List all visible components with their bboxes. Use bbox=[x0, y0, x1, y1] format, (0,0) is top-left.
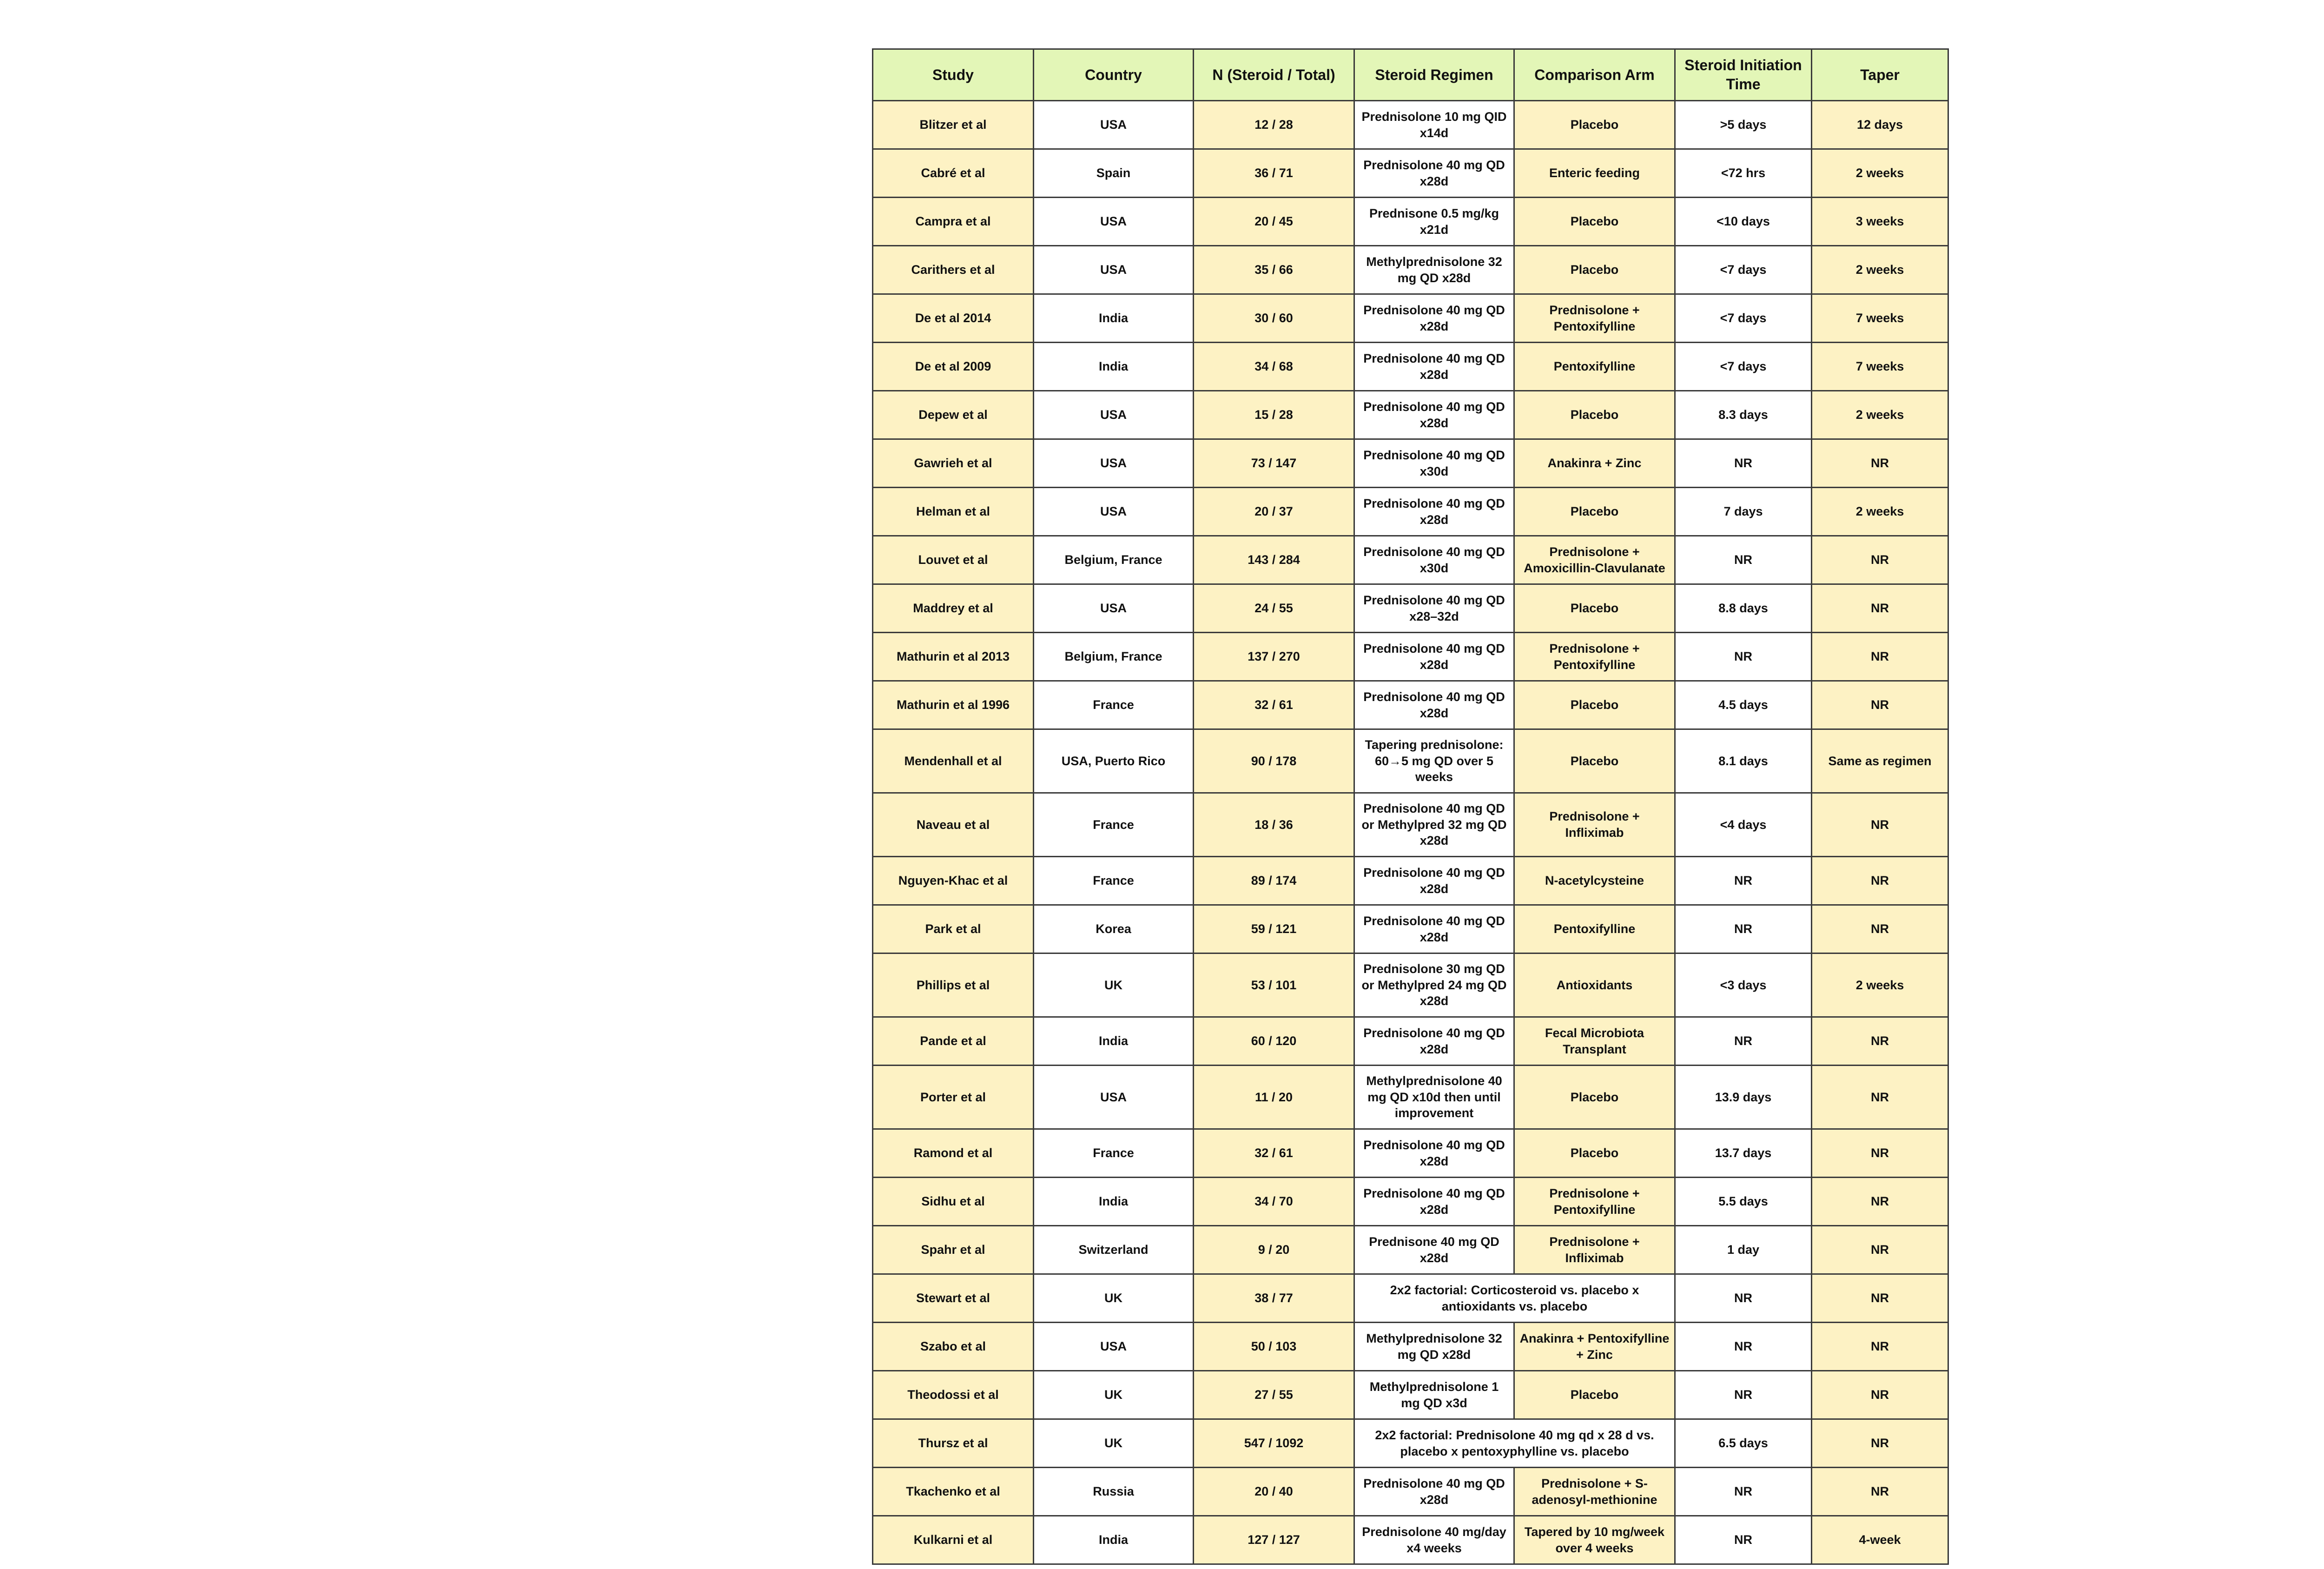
cell-country: UK bbox=[1034, 953, 1194, 1017]
cell-comparison: Placebo bbox=[1514, 1066, 1675, 1129]
cell-country: Korea bbox=[1034, 905, 1194, 953]
cell-comparison: Prednisolone + Infliximab bbox=[1514, 1226, 1675, 1274]
cell-comparison: Placebo bbox=[1514, 101, 1675, 149]
cell-taper: 7 weeks bbox=[1812, 294, 1948, 343]
cell-regimen: Prednisolone 40 mg QD x28–32d bbox=[1354, 584, 1514, 633]
cell-initiation: <7 days bbox=[1675, 343, 1812, 391]
cell-study: Park et al bbox=[873, 905, 1034, 953]
cell-regimen: Methylprednisolone 32 mg QD x28d bbox=[1354, 246, 1514, 294]
cell-n: 32 / 61 bbox=[1194, 681, 1354, 729]
header-initiation: Steroid Initiation Time bbox=[1675, 49, 1812, 101]
cell-initiation: 13.9 days bbox=[1675, 1066, 1812, 1129]
cell-initiation: <4 days bbox=[1675, 793, 1812, 857]
cell-taper: NR bbox=[1812, 681, 1948, 729]
cell-initiation: 4.5 days bbox=[1675, 681, 1812, 729]
cell-study: Phillips et al bbox=[873, 953, 1034, 1017]
cell-comparison: Prednisolone + Pentoxifylline bbox=[1514, 633, 1675, 681]
cell-n: 15 / 28 bbox=[1194, 391, 1354, 439]
cell-country: USA, Puerto Rico bbox=[1034, 729, 1194, 793]
cell-study: Carithers et al bbox=[873, 246, 1034, 294]
cell-comparison: Placebo bbox=[1514, 1129, 1675, 1178]
table-row bbox=[873, 1323, 1948, 1371]
cell-study: Mendenhall et al bbox=[873, 729, 1034, 793]
cell-comparison: Placebo bbox=[1514, 246, 1675, 294]
cell-study: Maddrey et al bbox=[873, 584, 1034, 633]
cell-regimen: Prednisolone 40 mg QD x28d bbox=[1354, 681, 1514, 729]
table-row bbox=[873, 343, 1948, 391]
table-row bbox=[873, 1419, 1948, 1468]
cell-taper: NR bbox=[1812, 1323, 1948, 1371]
cell-regimen: Prednisolone 40 mg QD x28d bbox=[1354, 343, 1514, 391]
cell-initiation: 6.5 days bbox=[1675, 1419, 1812, 1468]
cell-country: USA bbox=[1034, 1323, 1194, 1371]
cell-initiation: NR bbox=[1675, 857, 1812, 905]
cell-taper: NR bbox=[1812, 1017, 1948, 1066]
table-row bbox=[873, 1468, 1948, 1516]
cell-study: Kulkarni et al bbox=[873, 1516, 1034, 1564]
cell-regimen: Prednisolone 40 mg QD x28d bbox=[1354, 633, 1514, 681]
table-row bbox=[873, 793, 1948, 857]
cell-regimen: Prednisolone 40 mg QD x28d bbox=[1354, 488, 1514, 536]
cell-comparison: Prednisolone + Infliximab bbox=[1514, 793, 1675, 857]
cell-initiation: NR bbox=[1675, 1468, 1812, 1516]
cell-comparison: Placebo bbox=[1514, 681, 1675, 729]
cell-regimen: Methylprednisolone 1 mg QD x3d bbox=[1354, 1371, 1514, 1419]
cell-country: Belgium, France bbox=[1034, 536, 1194, 584]
cell-country: India bbox=[1034, 1178, 1194, 1226]
cell-n: 50 / 103 bbox=[1194, 1323, 1354, 1371]
cell-regimen: Prednisolone 40 mg QD x28d bbox=[1354, 1017, 1514, 1066]
cell-regimen: Prednisone 0.5 mg/kg x21d bbox=[1354, 198, 1514, 246]
cell-country: USA bbox=[1034, 1066, 1194, 1129]
cell-initiation: NR bbox=[1675, 905, 1812, 953]
cell-study: Porter et al bbox=[873, 1066, 1034, 1129]
cell-n: 12 / 28 bbox=[1194, 101, 1354, 149]
cell-regimen: Methylprednisolone 32 mg QD x28d bbox=[1354, 1323, 1514, 1371]
cell-study: Blitzer et al bbox=[873, 101, 1034, 149]
cell-country: Switzerland bbox=[1034, 1226, 1194, 1274]
table-row bbox=[873, 1017, 1948, 1066]
cell-country: USA bbox=[1034, 101, 1194, 149]
cell-n: 32 / 61 bbox=[1194, 1129, 1354, 1178]
cell-study: Mathurin et al 2013 bbox=[873, 633, 1034, 681]
cell-taper: NR bbox=[1812, 1129, 1948, 1178]
cell-country: France bbox=[1034, 857, 1194, 905]
cell-initiation: <7 days bbox=[1675, 294, 1812, 343]
cell-initiation: 5.5 days bbox=[1675, 1178, 1812, 1226]
cell-study: Mathurin et al 1996 bbox=[873, 681, 1034, 729]
cell-country: Spain bbox=[1034, 149, 1194, 198]
cell-country: USA bbox=[1034, 439, 1194, 488]
cell-study: Thursz et al bbox=[873, 1419, 1034, 1468]
cell-n: 127 / 127 bbox=[1194, 1516, 1354, 1564]
cell-country: USA bbox=[1034, 488, 1194, 536]
cell-study: Ramond et al bbox=[873, 1129, 1034, 1178]
cell-regimen: Prednisolone 40 mg/day x4 weeks bbox=[1354, 1516, 1514, 1564]
cell-taper: 2 weeks bbox=[1812, 391, 1948, 439]
cell-n: 30 / 60 bbox=[1194, 294, 1354, 343]
cell-country: France bbox=[1034, 1129, 1194, 1178]
table-row bbox=[873, 439, 1948, 488]
cell-study: Cabré et al bbox=[873, 149, 1034, 198]
cell-study: Spahr et al bbox=[873, 1226, 1034, 1274]
cell-taper: 12 days bbox=[1812, 101, 1948, 149]
cell-country: USA bbox=[1034, 246, 1194, 294]
cell-comparison: Placebo bbox=[1514, 584, 1675, 633]
cell-study: Nguyen-Khac et al bbox=[873, 857, 1034, 905]
cell-regimen: Prednisolone 40 mg QD x28d bbox=[1354, 857, 1514, 905]
cell-taper: Same as regimen bbox=[1812, 729, 1948, 793]
cell-initiation: 8.3 days bbox=[1675, 391, 1812, 439]
cell-n: 59 / 121 bbox=[1194, 905, 1354, 953]
cell-taper: NR bbox=[1812, 584, 1948, 633]
cell-initiation: <3 days bbox=[1675, 953, 1812, 1017]
table-row bbox=[873, 681, 1948, 729]
cell-regimen: Prednisolone 40 mg QD x30d bbox=[1354, 439, 1514, 488]
header-comparison: Comparison Arm bbox=[1514, 49, 1675, 101]
cell-study: Szabo et al bbox=[873, 1323, 1034, 1371]
cell-regimen: Prednisolone 40 mg QD x28d bbox=[1354, 1129, 1514, 1178]
cell-taper: NR bbox=[1812, 1274, 1948, 1323]
cell-n: 9 / 20 bbox=[1194, 1226, 1354, 1274]
cell-taper: 2 weeks bbox=[1812, 246, 1948, 294]
cell-taper: NR bbox=[1812, 1066, 1948, 1129]
cell-regimen: 2x2 factorial: Prednisolone 40 mg qd x 28 d vs. placebo x pentoxyphylline vs. placebo bbox=[1354, 1419, 1675, 1468]
cell-comparison: Prednisolone + Pentoxifylline bbox=[1514, 1178, 1675, 1226]
cell-n: 18 / 36 bbox=[1194, 793, 1354, 857]
table-row bbox=[873, 1226, 1948, 1274]
cell-study: Gawrieh et al bbox=[873, 439, 1034, 488]
cell-comparison: Fecal Microbiota Transplant bbox=[1514, 1017, 1675, 1066]
cell-country: UK bbox=[1034, 1274, 1194, 1323]
table-row bbox=[873, 1516, 1948, 1564]
cell-country: France bbox=[1034, 681, 1194, 729]
cell-initiation: >5 days bbox=[1675, 101, 1812, 149]
cell-country: India bbox=[1034, 1516, 1194, 1564]
table-row bbox=[873, 488, 1948, 536]
cell-initiation: <10 days bbox=[1675, 198, 1812, 246]
cell-n: 137 / 270 bbox=[1194, 633, 1354, 681]
cell-comparison: N-acetylcysteine bbox=[1514, 857, 1675, 905]
cell-country: USA bbox=[1034, 198, 1194, 246]
cell-initiation: NR bbox=[1675, 1371, 1812, 1419]
cell-regimen: Prednisolone 10 mg QID x14d bbox=[1354, 101, 1514, 149]
cell-taper: 2 weeks bbox=[1812, 953, 1948, 1017]
table-row bbox=[873, 584, 1948, 633]
cell-study: De et al 2009 bbox=[873, 343, 1034, 391]
cell-study: Louvet et al bbox=[873, 536, 1034, 584]
cell-taper: NR bbox=[1812, 905, 1948, 953]
table-row bbox=[873, 633, 1948, 681]
cell-regimen: Methylprednisolone 40 mg QD x10d then until improvement bbox=[1354, 1066, 1514, 1129]
cell-comparison: Pentoxifylline bbox=[1514, 343, 1675, 391]
cell-n: 34 / 68 bbox=[1194, 343, 1354, 391]
cell-n: 34 / 70 bbox=[1194, 1178, 1354, 1226]
cell-n: 547 / 1092 bbox=[1194, 1419, 1354, 1468]
cell-n: 143 / 284 bbox=[1194, 536, 1354, 584]
table-row bbox=[873, 294, 1948, 343]
cell-initiation: 1 day bbox=[1675, 1226, 1812, 1274]
cell-comparison: Anakinra + Pentoxifylline + Zinc bbox=[1514, 1323, 1675, 1371]
table-row bbox=[873, 729, 1948, 793]
cell-taper: 7 weeks bbox=[1812, 343, 1948, 391]
cell-comparison: Antioxidants bbox=[1514, 953, 1675, 1017]
cell-regimen: Prednisolone 40 mg QD x28d bbox=[1354, 149, 1514, 198]
table-header bbox=[873, 49, 1948, 101]
header-regimen: Steroid Regimen bbox=[1354, 49, 1514, 101]
cell-country: Belgium, France bbox=[1034, 633, 1194, 681]
table-row bbox=[873, 1129, 1948, 1178]
cell-comparison: Placebo bbox=[1514, 198, 1675, 246]
cell-initiation: NR bbox=[1675, 1274, 1812, 1323]
cell-study: Depew et al bbox=[873, 391, 1034, 439]
header-row bbox=[873, 49, 1948, 101]
cell-study: Pande et al bbox=[873, 1017, 1034, 1066]
cell-initiation: 13.7 days bbox=[1675, 1129, 1812, 1178]
cell-taper: NR bbox=[1812, 793, 1948, 857]
cell-comparison: Tapered by 10 mg/week over 4 weeks bbox=[1514, 1516, 1675, 1564]
cell-comparison: Placebo bbox=[1514, 488, 1675, 536]
cell-n: 36 / 71 bbox=[1194, 149, 1354, 198]
table-row bbox=[873, 391, 1948, 439]
cell-initiation: 8.8 days bbox=[1675, 584, 1812, 633]
cell-study: Helman et al bbox=[873, 488, 1034, 536]
cell-comparison: Placebo bbox=[1514, 729, 1675, 793]
cell-n: 73 / 147 bbox=[1194, 439, 1354, 488]
cell-comparison: Enteric feeding bbox=[1514, 149, 1675, 198]
cell-initiation: NR bbox=[1675, 536, 1812, 584]
cell-country: India bbox=[1034, 294, 1194, 343]
cell-country: Russia bbox=[1034, 1468, 1194, 1516]
cell-n: 11 / 20 bbox=[1194, 1066, 1354, 1129]
cell-study: De et al 2014 bbox=[873, 294, 1034, 343]
studies-table bbox=[872, 48, 1949, 1565]
cell-country: UK bbox=[1034, 1419, 1194, 1468]
table-row bbox=[873, 101, 1948, 149]
cell-initiation: 8.1 days bbox=[1675, 729, 1812, 793]
cell-taper: NR bbox=[1812, 1468, 1948, 1516]
cell-taper: NR bbox=[1812, 1226, 1948, 1274]
cell-taper: NR bbox=[1812, 857, 1948, 905]
cell-study: Tkachenko et al bbox=[873, 1468, 1034, 1516]
table-row bbox=[873, 246, 1948, 294]
cell-regimen: Prednisolone 40 mg QD x28d bbox=[1354, 1468, 1514, 1516]
cell-initiation: NR bbox=[1675, 439, 1812, 488]
cell-n: 20 / 40 bbox=[1194, 1468, 1354, 1516]
cell-initiation: NR bbox=[1675, 1323, 1812, 1371]
cell-regimen: 2x2 factorial: Corticosteroid vs. placebo x antioxidants vs. placebo bbox=[1354, 1274, 1675, 1323]
cell-n: 24 / 55 bbox=[1194, 584, 1354, 633]
table-row bbox=[873, 1274, 1948, 1323]
studies-table-container bbox=[872, 48, 1948, 1565]
header-n: N (Steroid / Total) bbox=[1194, 49, 1354, 101]
cell-study: Sidhu et al bbox=[873, 1178, 1034, 1226]
cell-study: Campra et al bbox=[873, 198, 1034, 246]
table-row bbox=[873, 905, 1948, 953]
cell-comparison: Pentoxifylline bbox=[1514, 905, 1675, 953]
cell-initiation: NR bbox=[1675, 1017, 1812, 1066]
cell-taper: 2 weeks bbox=[1812, 149, 1948, 198]
cell-n: 20 / 37 bbox=[1194, 488, 1354, 536]
cell-country: USA bbox=[1034, 391, 1194, 439]
cell-comparison: Anakinra + Zinc bbox=[1514, 439, 1675, 488]
cell-taper: NR bbox=[1812, 439, 1948, 488]
cell-study: Naveau et al bbox=[873, 793, 1034, 857]
cell-taper: NR bbox=[1812, 1371, 1948, 1419]
cell-taper: NR bbox=[1812, 1178, 1948, 1226]
cell-n: 35 / 66 bbox=[1194, 246, 1354, 294]
table-row bbox=[873, 953, 1948, 1017]
cell-study: Theodossi et al bbox=[873, 1371, 1034, 1419]
table-row bbox=[873, 1178, 1948, 1226]
table-row bbox=[873, 536, 1948, 584]
header-country: Country bbox=[1034, 49, 1194, 101]
cell-comparison: Placebo bbox=[1514, 1371, 1675, 1419]
cell-regimen: Prednisolone 30 mg QD or Methylpred 24 mg QD x28d bbox=[1354, 953, 1514, 1017]
cell-country: USA bbox=[1034, 584, 1194, 633]
cell-initiation: <7 days bbox=[1675, 246, 1812, 294]
header-study: Study bbox=[873, 49, 1034, 101]
cell-taper: 4-week bbox=[1812, 1516, 1948, 1564]
cell-country: UK bbox=[1034, 1371, 1194, 1419]
cell-n: 89 / 174 bbox=[1194, 857, 1354, 905]
table-row bbox=[873, 1066, 1948, 1129]
cell-n: 38 / 77 bbox=[1194, 1274, 1354, 1323]
header-taper: Taper bbox=[1812, 49, 1948, 101]
cell-regimen: Prednisone 40 mg QD x28d bbox=[1354, 1226, 1514, 1274]
cell-n: 53 / 101 bbox=[1194, 953, 1354, 1017]
cell-taper: 2 weeks bbox=[1812, 488, 1948, 536]
cell-n: 60 / 120 bbox=[1194, 1017, 1354, 1066]
cell-n: 90 / 178 bbox=[1194, 729, 1354, 793]
cell-initiation: NR bbox=[1675, 633, 1812, 681]
cell-country: India bbox=[1034, 1017, 1194, 1066]
cell-initiation: NR bbox=[1675, 1516, 1812, 1564]
cell-taper: 3 weeks bbox=[1812, 198, 1948, 246]
table-body bbox=[873, 101, 1948, 1564]
table-row bbox=[873, 857, 1948, 905]
table-row bbox=[873, 1371, 1948, 1419]
cell-regimen: Prednisolone 40 mg QD x28d bbox=[1354, 391, 1514, 439]
cell-taper: NR bbox=[1812, 536, 1948, 584]
cell-country: France bbox=[1034, 793, 1194, 857]
cell-regimen: Prednisolone 40 mg QD or Methylpred 32 mg QD x28d bbox=[1354, 793, 1514, 857]
cell-initiation: 7 days bbox=[1675, 488, 1812, 536]
table-row bbox=[873, 149, 1948, 198]
cell-regimen: Prednisolone 40 mg QD x28d bbox=[1354, 294, 1514, 343]
cell-regimen: Tapering prednisolone: 60→5 mg QD over 5 weeks bbox=[1354, 729, 1514, 793]
cell-comparison: Prednisolone + Amoxicillin-Clavulanate bbox=[1514, 536, 1675, 584]
cell-n: 27 / 55 bbox=[1194, 1371, 1354, 1419]
cell-taper: NR bbox=[1812, 633, 1948, 681]
cell-n: 20 / 45 bbox=[1194, 198, 1354, 246]
cell-comparison: Prednisolone + S-adenosyl-methionine bbox=[1514, 1468, 1675, 1516]
cell-taper: NR bbox=[1812, 1419, 1948, 1468]
cell-regimen: Prednisolone 40 mg QD x28d bbox=[1354, 1178, 1514, 1226]
cell-study: Stewart et al bbox=[873, 1274, 1034, 1323]
table-row bbox=[873, 198, 1948, 246]
cell-initiation: <72 hrs bbox=[1675, 149, 1812, 198]
cell-comparison: Prednisolone + Pentoxifylline bbox=[1514, 294, 1675, 343]
cell-country: India bbox=[1034, 343, 1194, 391]
cell-comparison: Placebo bbox=[1514, 391, 1675, 439]
cell-regimen: Prednisolone 40 mg QD x28d bbox=[1354, 905, 1514, 953]
cell-regimen: Prednisolone 40 mg QD x30d bbox=[1354, 536, 1514, 584]
